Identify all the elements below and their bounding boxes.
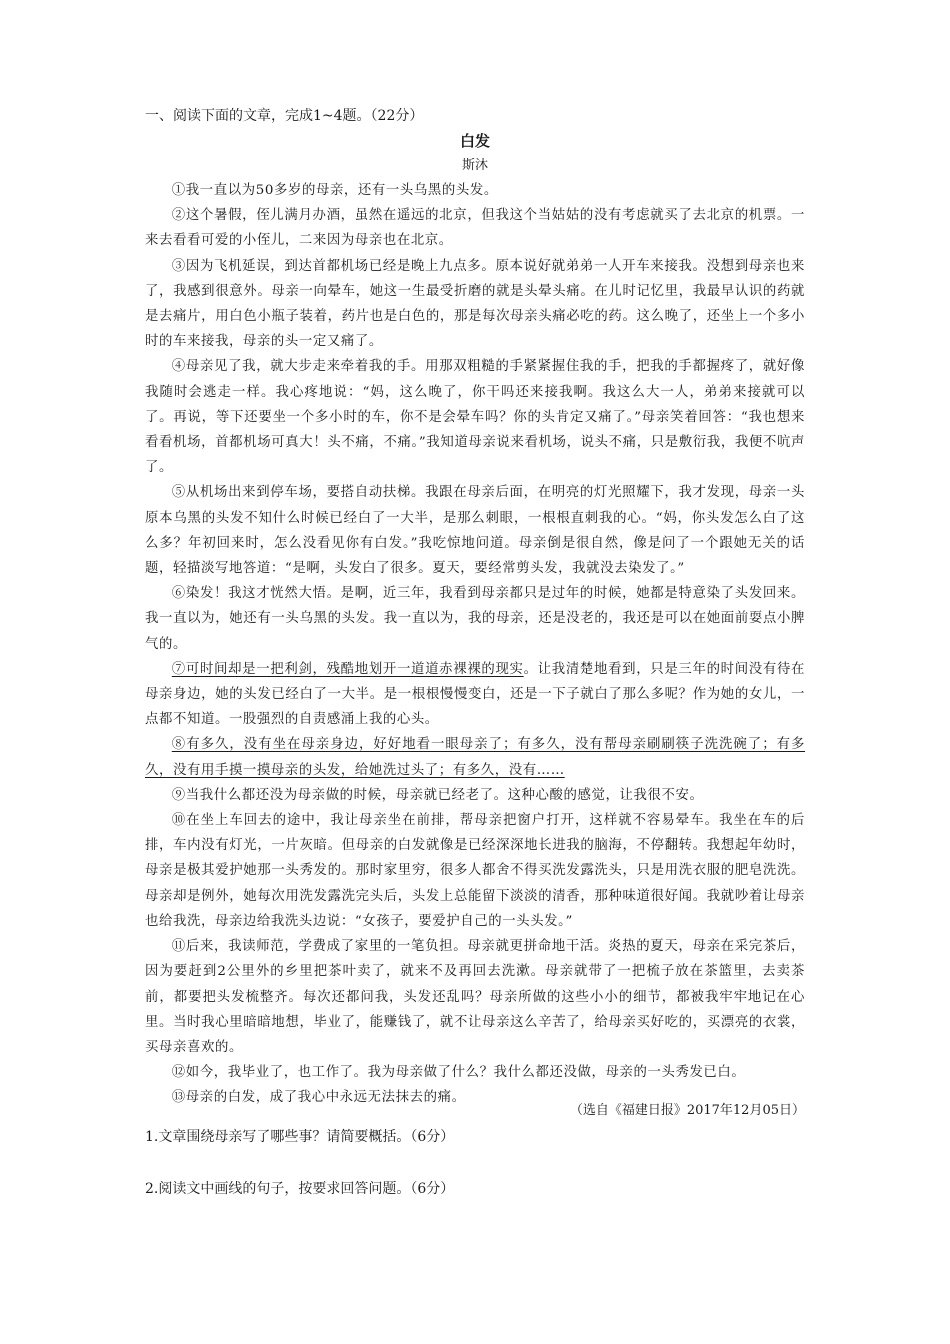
paragraph-4 bbox=[145, 354, 805, 480]
paragraph-text: ③因为飞机延误，到达首都机场已经是晚上九点多。原本说好就弟弟一人开车来接我。没想到母亲也来了，我感到很意外。母亲一向晕车，她这一生最受折磨的就是头晕头痛。在儿时记忆里，我最早认识的药就是去痛片，用白色小瓶子装着，药片也是白色的，那是每次母亲头痛必吃的药。这么晚了，还坐上一个多小时的车来接我，母亲的头一定又痛了。 bbox=[145, 258, 805, 350]
paragraph-7 bbox=[145, 657, 805, 733]
underlined-sentence: ⑦可时间却是一把利剑，残酷地划开一道道赤裸裸的现实 bbox=[171, 661, 524, 677]
paragraph-text: ④母亲见了我，就大步走来牵着我的手。用那双粗糙的手紧紧握住我的手，把我的手都握疼了，就好像我随时会逃走一样。我心疼地说：“妈，这么晚了，你干吗还来接我啊。我这么大一人，弟弟来接就可以了。再说，等下还要坐一个多小时的车，你不是会晕车吗？你的头肯定又痛了。”母亲笑着回答：“我也想来看看机场，首都机场可真大！头不痛，不痛。”我知道母亲说来看机场，说头不痛，只是敷衍我，我便不吭声了。 bbox=[145, 359, 805, 476]
article-author: 斯沐 bbox=[461, 158, 488, 173]
paragraph-text: ⑬母亲的白发，成了我心中永远无法抹去的痛。 bbox=[171, 1090, 466, 1106]
section-heading: 一、阅读下面的文章，完成1~4题。（22分） bbox=[145, 108, 424, 124]
paragraph-text: ⑫如今，我毕业了，也工作了。我为母亲做了什么？我什么都还没做，母亲的一头秀发已白。 bbox=[171, 1065, 746, 1081]
article-title: 白发 bbox=[459, 132, 490, 150]
paragraph-text: ②这个暑假，侄儿满月办酒，虽然在遥远的北京，但我这个当姑姑的没有考虑就买了去北京的机票。一来去看看可爱的小侄儿，二来因为母亲也在北京。 bbox=[145, 208, 805, 249]
question-1: 1.文章围绕母亲写了哪些事？请简要概括。（6分） bbox=[145, 1129, 455, 1145]
paragraph-text: ⑥染发！我这才恍然大悟。是啊，近三年，我看到母亲都只是过年的时候，她都是特意染了头发回来。我一直以为，她还有一头乌黑的头发。我一直以为，我的母亲，还是没老的，我还是可以在她面前耍点小脾气的。 bbox=[145, 586, 805, 652]
paragraph-text: ⑨当我什么都还没为母亲做的时候，母亲就已经老了。这种心酸的感觉，让我很不安。 bbox=[171, 787, 704, 803]
question-2: 2.阅读文中画线的句子，按要求回答问题。（6分） bbox=[145, 1181, 455, 1197]
paragraph-5 bbox=[145, 480, 805, 581]
article-body bbox=[145, 178, 805, 1111]
paragraph-text: ⑩在坐上车回去的途中，我让母亲坐在前排，帮母亲把窗户打开，这样就不容易晕车。我坐在车的后排，车内没有灯光，一片灰暗。但母亲的白发就像是已经深深地长进我的脑海，不停翻转。我想起年幼时，母亲是极其爱护她那一头秀发的。那时家里穷，很多人都舍不得买洗发露洗头，只是用洗衣服的肥皂洗洗。母亲却是例外，她每次用洗发露洗完头后，头发上总能留下淡淡的清香，那种味道很好闻。我就吵着让母亲也给我洗，母亲边给我洗头边说：“女孩子，要爱护自己的一头头发。” bbox=[145, 813, 805, 929]
paragraph-text: ①我一直以为50多岁的母亲，还有一头乌黑的头发。 bbox=[171, 183, 498, 198]
paragraph-10 bbox=[145, 808, 805, 934]
paragraph-12 bbox=[145, 1060, 805, 1085]
paragraph-text: ⑪后来，我读师范，学费成了家里的一笔负担。母亲就更拼命地干活。炎热的夏天，母亲在采完茶后，因为要赶到2公里外的乡里把茶叶卖了，就来不及再回去洗漱。母亲就带了一把梳子放在茶篮里，去卖茶前，都要把头发梳整齐。每次还都问我，头发还乱吗？母亲所做的这些小小的细节，都被我牢牢地记在心里。当时我心里暗暗地想，毕业了，能赚钱了，就不让母亲这么辛苦了，给母亲买好吃的，买漂亮的衣裳，买母亲喜欢的。 bbox=[145, 939, 805, 1055]
paragraph-6 bbox=[145, 581, 805, 657]
paragraph-9 bbox=[145, 783, 805, 808]
paragraph-3 bbox=[145, 254, 805, 355]
paragraph-text: ⑤从机场出来到停车场，要搭自动扶梯。我跟在母亲后面，在明亮的灯光照耀下，我才发现，母亲一头原本乌黑的头发不知什么时候已经白了一大半，是那么刺眼，一根根直刺我的心。“妈，你头发怎么白了这么多？年初回来时，怎么没看见你有白发。”我吃惊地问道。母亲倒是很自然，像是问了一个跟她无关的话题，轻描淡写地答道：“是啊，头发白了很多。夏天，要经常剪头发，我就没去染发了。” bbox=[145, 485, 805, 577]
underlined-sentence: ⑧有多久，没有坐在母亲身边，好好地看一眼母亲了；有多久，没有帮母亲刷刷筷子洗洗碗了；有多久，没有用手摸一摸母亲的头发，给她洗过头了；有多久，没有…… bbox=[145, 737, 805, 778]
paragraph-2 bbox=[145, 203, 805, 253]
paragraph-text: 。让我清楚地看到，只是三年的时间没有待在母亲身边，她的头发已经白了一大半。是一根根慢慢变白，还是一下子就白了那么多呢？作为她的女儿，一点都不知道。一股强烈的自责感涌上我的心头。 bbox=[145, 661, 806, 728]
paragraph-1 bbox=[145, 178, 805, 203]
paragraph-11 bbox=[145, 934, 805, 1060]
paragraph-8 bbox=[145, 732, 805, 782]
article-source: （选自《福建日报》2017年12月05日） bbox=[569, 1103, 805, 1118]
